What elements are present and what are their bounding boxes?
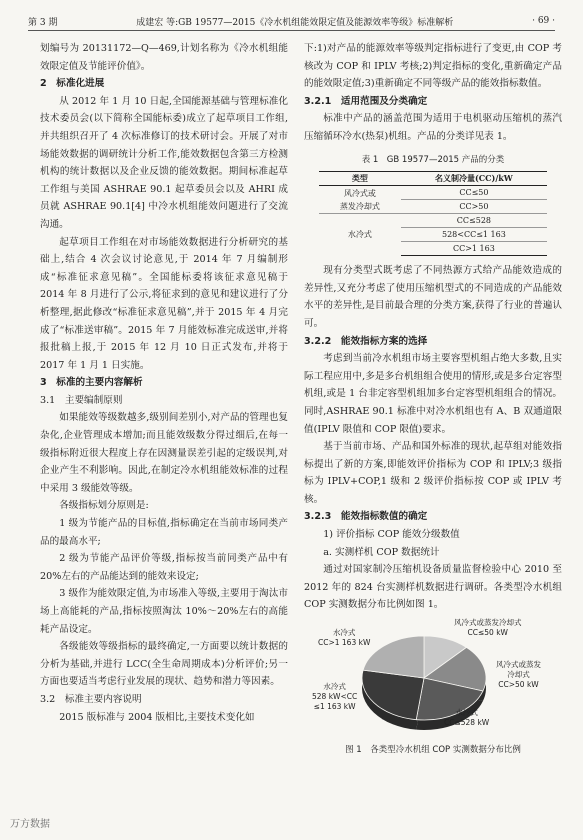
table-row bbox=[319, 214, 547, 228]
paragraph: 2015 版标准与 2004 版相比,主要技术变化如 bbox=[59, 711, 255, 723]
issue-number: 第 3 期 bbox=[28, 17, 58, 28]
pie-label-water-large: 水冷式 CC>1 163 kW bbox=[318, 628, 371, 648]
table-cell-capacity: CC>50 bbox=[401, 200, 547, 214]
table-header-capacity: 名义制冷量(CC)/kW bbox=[401, 172, 547, 186]
paragraph: a. 实测样机 COP 数据统计 bbox=[323, 546, 440, 558]
paragraph: 从 2012 年 1 月 10 日起,全国能源基础与管理标准化技术委员会(以下简称全国能标委)成立了起草项目工作组,并共组织召开了 4 次标准修订的技术研讨会。开展了对市场能效数据的调研统计分析工作,能效数据包含第三方检测机构的统计数据以及企业反馈的能效数据。期间标准起草工作组与美国 ASHRAE 90.1 起草委员会以及 AHRI 成员就 ASHRAE 90.1[4] 中冷水机组能效问题进行了交流沟通。 bbox=[40, 95, 288, 230]
paragraph: 基于当前市场、产品和国外标准的现状,起草组对能效指标提出了新的方案,即能效评价指标为 COP 和 IPLV;3 级指标为 IPLV+COP,1 级和 2 级评价指标按 COP 或 IPLV 考核。 bbox=[304, 441, 562, 505]
paragraph: 如果能效等级数越多,级别间差别小,对产品的管理也复杂化,企业管理成本增加;而且能效级数分得过细后,在每一级指标附近很大程度上存在因测量误差引起的定级误判,对企业产生不利影响。因此,在制定冷水机组能效标准的过程中采用 3 级能效等级。 bbox=[40, 412, 288, 494]
pie-chart bbox=[304, 620, 562, 740]
subsection-heading-3-2-3: 3.2.3 能效指标数值的确定 bbox=[304, 511, 428, 523]
table-cell-capacity: 528<CC≤1 163 bbox=[401, 228, 547, 242]
table-cell-type: 水冷式 bbox=[319, 214, 401, 256]
paragraph: 起草项目工作组在对市场能效数据进行分析研究的基础上,结合 4 次会议讨论意见,于 2014 年 7 月编制形成“标准征求意见稿”。全国能标委将该征求意见稿于 2014 年 8 月进行了公示,将征求到的意见和建议进行了分析整理,据此修改“标准征求意见稿”,并于 2015 年 4 月完成了“标准送审稿”。2015 年 7 月能效标准完成送审,并将报批稿上报,于 2015 年 12 月 10 日正式发布,并将于 2017 年 1 月 1 日实施。 bbox=[40, 236, 288, 371]
running-title: 成建宏 等:GB 19577—2015《冷水机组能效限定值及能源效率等级》标准解析 bbox=[136, 17, 454, 28]
figure-caption: 图 1 各类型冷水机组 COP 实测数据分布比例 bbox=[345, 745, 521, 756]
table-cell-capacity: CC≤528 bbox=[401, 214, 547, 228]
paragraph: 2 级为节能产品评价等级,指标按当前同类产品中有 20%左右的产品能达到的能效来设定; bbox=[40, 553, 288, 582]
subsection-heading-3-2-2: 3.2.2 能效指标方案的选择 bbox=[304, 335, 428, 347]
page-number: · 69 · bbox=[532, 16, 555, 26]
paragraph: 通过对国家制冷压缩机设备质量监督检验中心 2010 至 2012 年的 824 台实测样机数据进行调研。各类型冷水机组 COP 实测数据分布比例如图 1。 bbox=[304, 564, 562, 611]
pie-label-air-small: 风冷式或蒸发冷却式 CC≤50 kW bbox=[454, 618, 522, 638]
table-row bbox=[319, 186, 547, 200]
table-cell-type: 风冷式或 蒸发冷却式 bbox=[339, 188, 380, 211]
paragraph: 各级指标划分原则是: bbox=[59, 500, 149, 512]
section-heading-2: 2 标准化进展 bbox=[40, 78, 105, 90]
pie-slice bbox=[363, 636, 424, 678]
classification-table bbox=[319, 171, 547, 256]
table-header-type: 类型 bbox=[319, 172, 401, 186]
table-caption: 表 1 GB 19577—2015 产品的分类 bbox=[361, 154, 505, 165]
paragraph: 下:1)对产品的能源效率等级判定指标进行了变更,由 COP 考核改为 COP 和 IPLV 考核;2)判定指标的变化,重新确定产品的能效限定值;3)重新确定不同等级产品的能效指标数值。 bbox=[304, 43, 562, 90]
paragraph: 各级能效等级指标的最终确定,一方面要以统计数据的分析为基础,并进行 LCC(全生命周期成本)分析评价;另一方面也要适当考虑行业发展的现状、趋势和潜力等因素。 bbox=[40, 641, 288, 688]
pie-label-water-small: 水冷式 CC≤528 kW bbox=[444, 708, 490, 728]
paragraph: 1 级为节能产品的目标值,指标确定在当前市场同类产品的最高水平; bbox=[40, 518, 288, 547]
page-header bbox=[28, 12, 555, 31]
paragraph: 现有分类型式既考虑了不同热源方式给产品能效造成的差异性,又充分考虑了使用压缩机型式的不同造成的产品能效水平的差异性,是目前最合理的分类方案,获得了行业的普遍认可。 bbox=[304, 265, 562, 329]
pie-slice bbox=[362, 670, 424, 720]
paragraph: 考虑到当前冷水机组市场主要容型机组占绝大多数,且实际工程应用中,多是多台机组组合使用的情形,或是多台定容型机组,或是 1 台非定容型机组加多台定容型机组组合的情况。同时,ASHRAE 90.1 标准中对冷水机组也有 A、B 双通道限值(IPLV 限值和 COP 限值)要求。 bbox=[304, 353, 562, 435]
table-cell-capacity: CC>1 163 bbox=[401, 242, 547, 256]
table-cell-capacity: CC≤50 bbox=[459, 188, 489, 198]
subsection-heading-3-1: 3.1 主要编制原则 bbox=[40, 394, 123, 406]
paragraph: 标准中产品的涵盖范围为适用于电机驱动压缩机的蒸汽压缩循环冷水(热泵)机组。产品的分类详见表 1。 bbox=[304, 113, 562, 142]
paragraph: 划编号为 20131172—Q—469,计划名称为《冷水机组能效限定值及节能评价值》。 bbox=[40, 43, 288, 72]
left-column bbox=[40, 40, 288, 726]
subsection-heading-3-2: 3.2 标准主要内容说明 bbox=[40, 693, 142, 705]
paragraph: 3 级作为能效限定值,为市场准入等级,主要用于淘汰市场上高能耗的产品,指标按照淘汰 10%～20%左右的高能耗产品设定。 bbox=[40, 588, 288, 635]
section-heading-3: 3 标准的主要内容解析 bbox=[40, 377, 143, 389]
right-column bbox=[304, 40, 562, 760]
subsection-heading-3-2-1: 3.2.1 适用范围及分类确定 bbox=[304, 95, 428, 107]
paragraph: 1) 评价指标 COP 能效分级数值 bbox=[323, 529, 460, 541]
pie-label-water-medium: 水冷式 528 kW<CC ≤1 163 kW bbox=[312, 682, 358, 712]
watermark: 万方数据 bbox=[10, 819, 50, 830]
pie-label-air-large: 风冷式或蒸发 冷却式 CC>50 kW bbox=[496, 660, 541, 690]
